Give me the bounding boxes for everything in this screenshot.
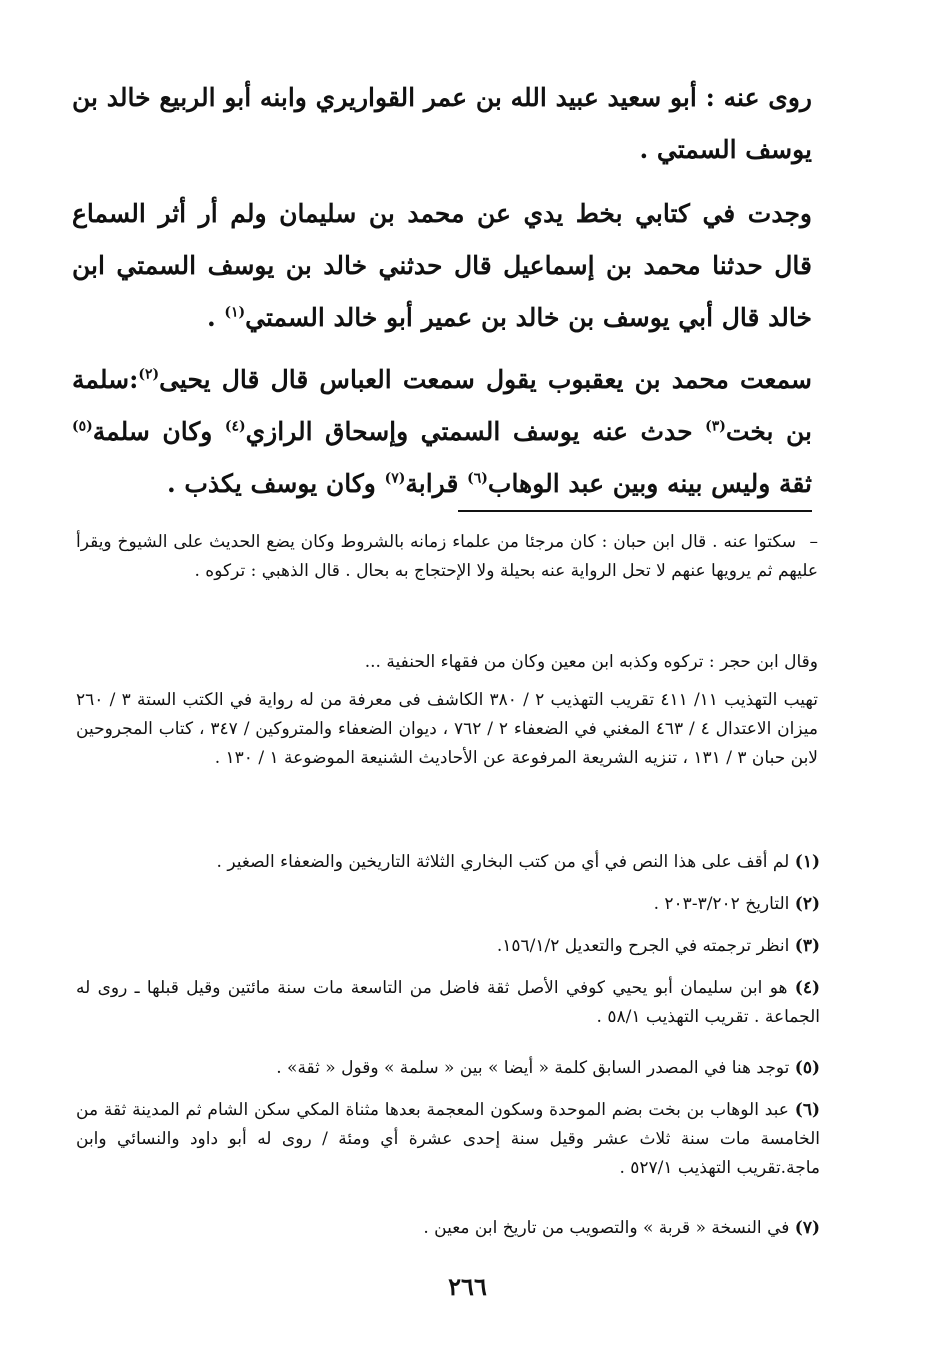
footnote-2-number: (٢) — [794, 894, 820, 914]
paragraph-3-seg-5: ثقة وليس بينه وبين عبد الوهاب — [487, 469, 812, 498]
references-note: تهيب التهذيب ١١/ ٤١١ تقريب التهذيب ٢ / ٣٨٠ الكاشف فى معرفة من له رواية في الكتب الستة ٣ / ٢٦٠ ميزان الاعتدال ٤ / ٤٦٣ المغني في الضعفاء ٢ / ٧٦٢ ، ديوان الضعفاء والمتروكين / ٣٤٧ ، كتاب المجروحين لابن حبان ٣ / ١٣١ ، تنزيه الشريعة المرفوعة عن الأحاديث الشنيعة الموضوعة ١ / ١٣٠ . — [76, 690, 818, 768]
paragraph-3-seg-2: :سلمة بن بخت — [72, 365, 812, 446]
paragraph-3-seg-1: سمعت محمد بن يعقبوب يقول سمعت العباس قال قال يحيى — [159, 365, 812, 394]
footnote-ref-7[interactable]: (٧) — [384, 470, 406, 487]
footnote-ref-2[interactable]: (٢) — [138, 366, 160, 383]
footnote-3-number: (٣) — [794, 936, 820, 956]
footnote-7-number: (٧) — [794, 1218, 820, 1238]
footnote-5-text: توجد هنا في المصدر السابق كلمة « أيضا » بين « سلمة » وقول « ثقة» . — [276, 1058, 795, 1078]
paragraph-3-seg-6: قرابة — [405, 469, 468, 498]
footnote-ref-6[interactable]: (٦) — [467, 470, 488, 487]
page-number: ٢٦٦ — [448, 1272, 487, 1301]
footnote-ref-3[interactable]: (٣) — [705, 418, 726, 435]
paragraph-2-text: وجدت في كتابي بخط يدي عن محمد بن سليمان ولم أر أثر السماع قال حدثنا محمد بن إسماعيل قال حدثني خالد بن يوسف السمتي ابن خالد قال أبي يوسف بن خالد بن عمير أبو خالد السمتي — [72, 199, 812, 332]
footnote-4-text: هو ابن سليمان أبو يحيي كوفي الأصل ثقة فاضل من التاسعة مات سنة مائتين وقيل قبلها ـ روى له الجماعة . تقريب التهذيب ٥٨/١ . — [76, 978, 820, 1027]
ibn-hajar-note: وقال ابن حجر : تركوه وكذبه ابن معين وكان من فقهاء الحنفية ... — [364, 652, 818, 672]
footnote-5 — [76, 1054, 820, 1083]
footnote-6-number: (٦) — [794, 1100, 820, 1120]
footnote-ref-5[interactable]: (٥) — [72, 418, 93, 435]
footnote-7-text: في النسخة « قربة » والتصويب من تاريخ ابن معين . — [423, 1218, 795, 1238]
paragraph-2-end: . — [206, 303, 225, 332]
paragraph-3-seg-7: وكان يوسف يكذب . — [166, 469, 385, 498]
main-paragraph-1: روى عنه : أبو سعيد عبيد الله بن عمر القواريري وابنه أبو الربيع خالد بن يوسف السمتي . — [72, 83, 812, 164]
footnote-separator — [458, 510, 812, 512]
footnote-1-text: لم أقف على هذا النص في أي من كتب البخاري الثلاثة التاريخين والضعفاء الصغير . — [216, 852, 795, 872]
footnote-6-text: عبد الوهاب بن بخت بضم الموحدة وسكون المعجمة بعدها مثناة المكي سكن الشام ثم المدينة ثقة من الخامسة مات سنة ثلاث عشر وقيل سنة إحدى عشرة أي ومئة / روى له أبو داود والنسائي وابن ماجة.تقريب التهذيب ٥٢٧/١ . — [76, 1100, 820, 1178]
footnote-1 — [76, 848, 820, 877]
footnote-6 — [76, 1096, 820, 1183]
continuation-dash: – — [809, 532, 818, 552]
footnote-2 — [76, 890, 820, 919]
footnote-7 — [76, 1214, 820, 1243]
paragraph-3-seg-3: حدث عنه يوسف السمتي وإسحاق الرازي — [245, 417, 706, 446]
footnote-ref-1[interactable]: (١) — [224, 304, 246, 321]
continued-note-text: سكتوا عنه . قال ابن حبان : كان مرجئا من علماء زمانه بالشروط وكان يضع الحديث على الشيوخ ويقرأ عليهم ثم يرويها عنهم لا تحل الرواية عنه بحيلة ولا الإحتجاج به بحال . قال الذهبي : تركوه . — [76, 532, 818, 581]
footnote-5-number: (٥) — [794, 1058, 820, 1078]
main-paragraph-2 — [72, 188, 812, 344]
footnote-4 — [76, 974, 820, 1032]
continued-note — [76, 528, 818, 586]
footnote-4-number: (٤) — [794, 978, 820, 998]
main-paragraph-3 — [72, 354, 812, 510]
footnote-3 — [76, 932, 820, 961]
paragraph-3-seg-4: وكان سلمة — [92, 417, 225, 446]
footnote-ref-4[interactable]: (٤) — [224, 418, 246, 435]
footnote-3-text: انظر ترجمته في الجرح والتعديل ١٥٦/١/٢. — [496, 936, 795, 956]
footnote-2-text: التاريخ ٣/٢٠٢-٢٠٣ . — [653, 894, 795, 914]
footnote-1-number: (١) — [794, 852, 820, 872]
